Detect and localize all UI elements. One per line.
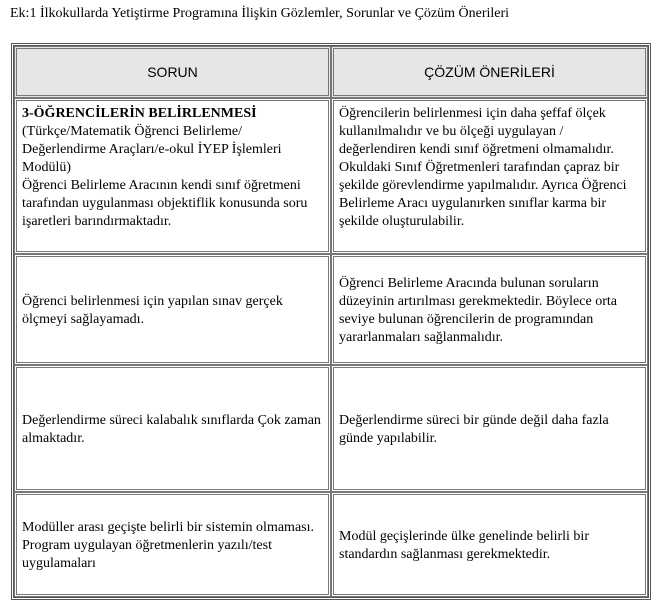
solution-cell (331, 492, 648, 597)
document-caption: Ek:1 İlkokullarda Yetiştirme Programına İlişkin Gözlemler, Sorunlar ve Çözüm Önerileri (10, 6, 510, 21)
header-solutions: ÇÖZÜM ÖNERİLERİ (331, 46, 648, 98)
solution-cell (331, 365, 648, 492)
problem-subtitle: (Türkçe/Matematik Öğrenci Belirleme/ Değerlendirme Araçları/e-okul İYEP İşlemleri Modülü) (22, 124, 282, 175)
table-row (14, 98, 648, 254)
solution-text: Modül geçişlerinde ülke genelinde belirli bir standardın sağlanması gerekmektedir. (339, 528, 589, 562)
table-row (14, 365, 648, 492)
problem-cell (14, 254, 331, 365)
table-header-row (14, 46, 648, 98)
problem-text: Modüller arası geçişte belirli bir sistemin olmaması. Program uygulayan öğretmenlerin yazılı/test uygulamaları (22, 519, 314, 571)
problem-text: Değerlendirme süreci kalabalık sınıflarda Çok zaman almaktadır. (22, 412, 321, 446)
problem-cell (14, 492, 331, 597)
header-problem: SORUN (14, 46, 331, 98)
problem-text: Öğrenci belirlenmesi için yapılan sınav gerçek ölçmeyi sağlayamadı. (22, 293, 283, 327)
solution-text: Değerlendirme süreci bir günde değil daha fazla günde yapılabilir. (339, 412, 609, 446)
table-row (14, 254, 648, 365)
problem-cell (14, 98, 331, 254)
solution-cell (331, 98, 648, 254)
problem-cell (14, 365, 331, 492)
solution-text: Öğrencilerin belirlenmesi için daha şeffaf ölçek kullanılmalıdır ve bu ölçeği uygulayan / değerlendiren kendi sınıf öğretmeni olmamalıdır. Okuldaki Sınıf Öğretmenleri tarafından çapraz bir şekilde görevlendirme yapılmalıdır. Ayrıca Öğrenci Belirleme Aracı uygulanırken sınıflar karma bir şekilde oluşturulabilir. (339, 106, 627, 229)
problems-solutions-table (11, 43, 651, 600)
solution-text: Öğrenci Belirleme Aracında bulunan soruların düzeyinin artırılması gerekmektedir. Böylece orta seviye bulunan öğrencilerin de programından yararlanmaları sağlanmalıdır. (339, 275, 617, 345)
problem-title: 3-ÖĞRENCİLERİN BELİRLENMESİ (22, 106, 257, 121)
table-row (14, 492, 648, 597)
solution-cell (331, 254, 648, 365)
problem-text: Öğrenci Belirleme Aracının kendi sınıf öğretmeni tarafından uygulanması objektiflik konusunda soru işaretleri barındırmaktadır. (22, 178, 308, 229)
